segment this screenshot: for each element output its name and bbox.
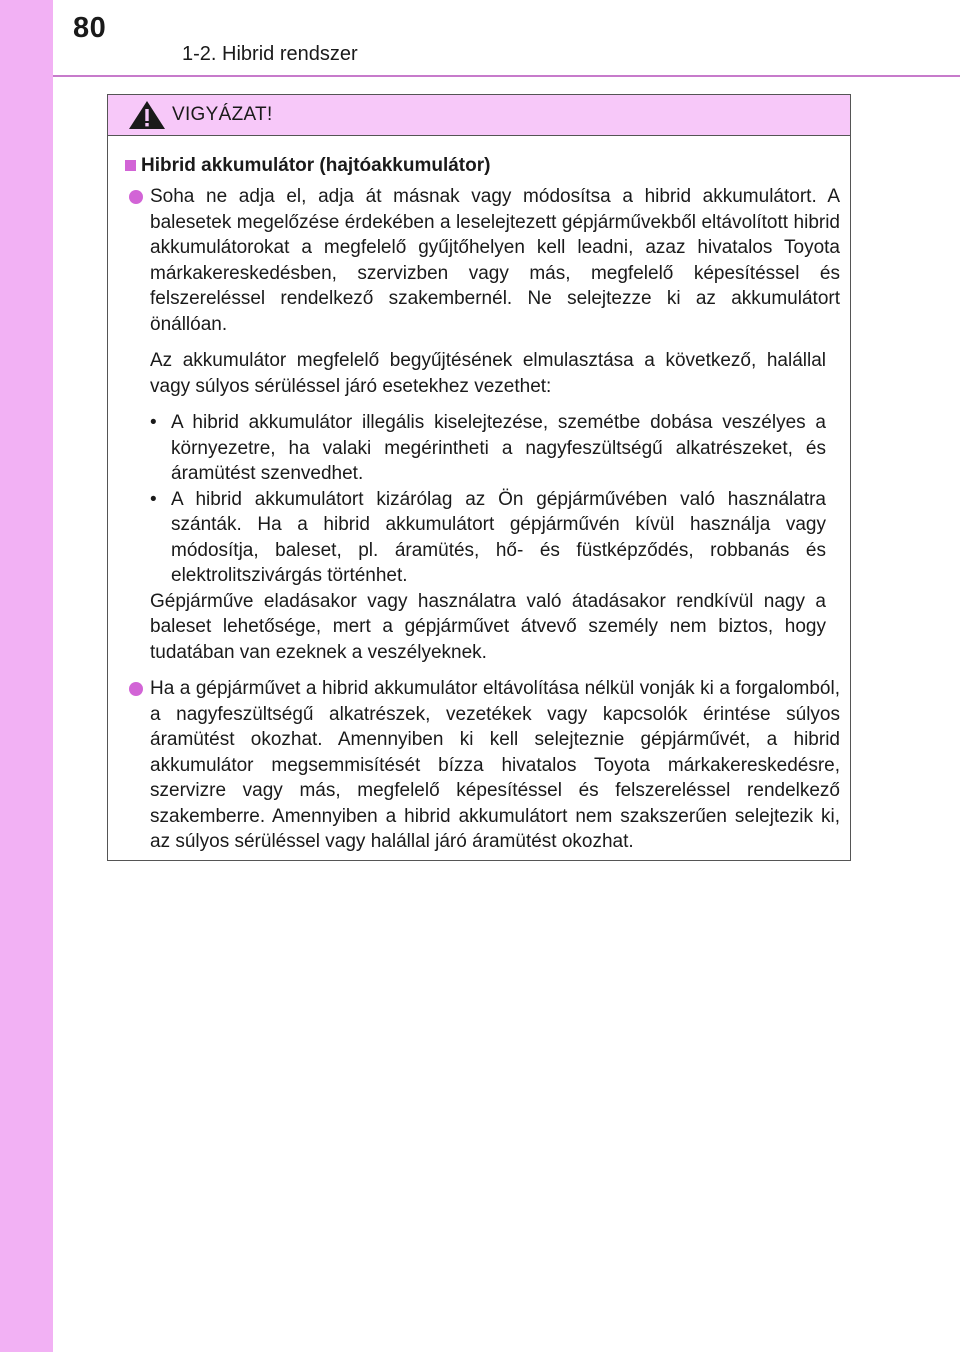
chapter-title: 1-2. Hibrid rendszer — [182, 43, 358, 65]
dash-item-2 — [150, 487, 826, 589]
dash-item-1 — [150, 410, 826, 487]
dash-item-2-text: A hibrid akkumulátort kizárólag az Ön gépjárművében való használatra szánták. Ha a hibrid akkumulátort gépjárművén kívül használja vagy módosítja, baleset, pl. áramütés, hő- és füstképződés, robbanás és elektrolitszivárgás történhet. — [171, 488, 826, 586]
header-divider — [53, 75, 960, 77]
bullet-item-2 — [125, 676, 840, 855]
consequence-intro: Az akkumulátor megfelelő begyűjtésének elmulasztása a következő, halállal vagy súlyos sérüléssel járó esetekhez vezethet: — [150, 350, 826, 397]
page-number: 80 — [73, 12, 107, 44]
bullet-item-1 — [125, 184, 840, 337]
square-bullet-icon — [125, 160, 136, 171]
side-color-band — [0, 0, 53, 1352]
section-heading — [125, 153, 840, 178]
bullet-item-1-text: Soha ne adja el, adja át másnak vagy módosítsa a hibrid akkumulátort. A balesetek megelőzése érdekében a leselejtezett gépjárművekből eltávolított hibrid akkumulátorokat a megfelelő gyűjtőhelyen kell leadni, azaz hivatalos Toyota márkakereskedésben, szervizben vagy más, megfelelő képesítéssel és felszereléssel rendelkező szakembernél. Ne selejtezze ki az akkumulátort önállóan. — [150, 186, 840, 335]
section-heading-text: Hibrid akkumulátor (hajtóakkumulátor) — [141, 155, 491, 176]
dash-bullet-icon: • — [150, 412, 157, 433]
round-bullet-icon — [129, 190, 143, 204]
dash-item-1-text: A hibrid akkumulátor illegális kiselejtezése, szemétbe dobása veszélyes a környezetre, ha valaki megérintheti a nagyfeszültségű alkatrészeket, és áramütést szenvedhet. — [171, 412, 826, 484]
warning-triangle-icon — [128, 100, 166, 130]
warning-label: VIGYÁZAT! — [172, 104, 273, 125]
dash-list — [125, 410, 840, 589]
warning-body — [108, 136, 850, 855]
sale-warning-paragraph: Gépjárműve eladásakor vagy használatra való átadásakor rendkívül nagy a baleset lehetősége, mert a gépjárművet átvevő személy nem biztos, hogy tudatában van ezeknek a veszélyeknek. — [150, 590, 826, 663]
dash-bullet-icon: • — [150, 488, 157, 510]
warning-box — [107, 94, 851, 861]
round-bullet-icon — [129, 682, 143, 696]
bullet-item-2-text: Ha a gépjárművet a hibrid akkumulátor eltávolítása nélkül vonják ki a forgalomból, a nagyfeszültségű alkatrészek, vezetékek vagy kapcsolók érintése súlyos áramütést okozhat. Amennyiben ki kell selejteznie gépjárművét, a hibrid akkumulátor megsemmisítését bízza hivatalos Toyota márkakereskedésre, szervizre vagy más, megfelelő képesítéssel és felszereléssel rendelkező szakemberre. Amennyiben a hibrid akkumulátort nem szakszerűen selejtezik ki, az súlyos sérüléssel vagy halállal járó áramütést okozhat. — [150, 678, 840, 852]
warning-header — [108, 95, 850, 136]
